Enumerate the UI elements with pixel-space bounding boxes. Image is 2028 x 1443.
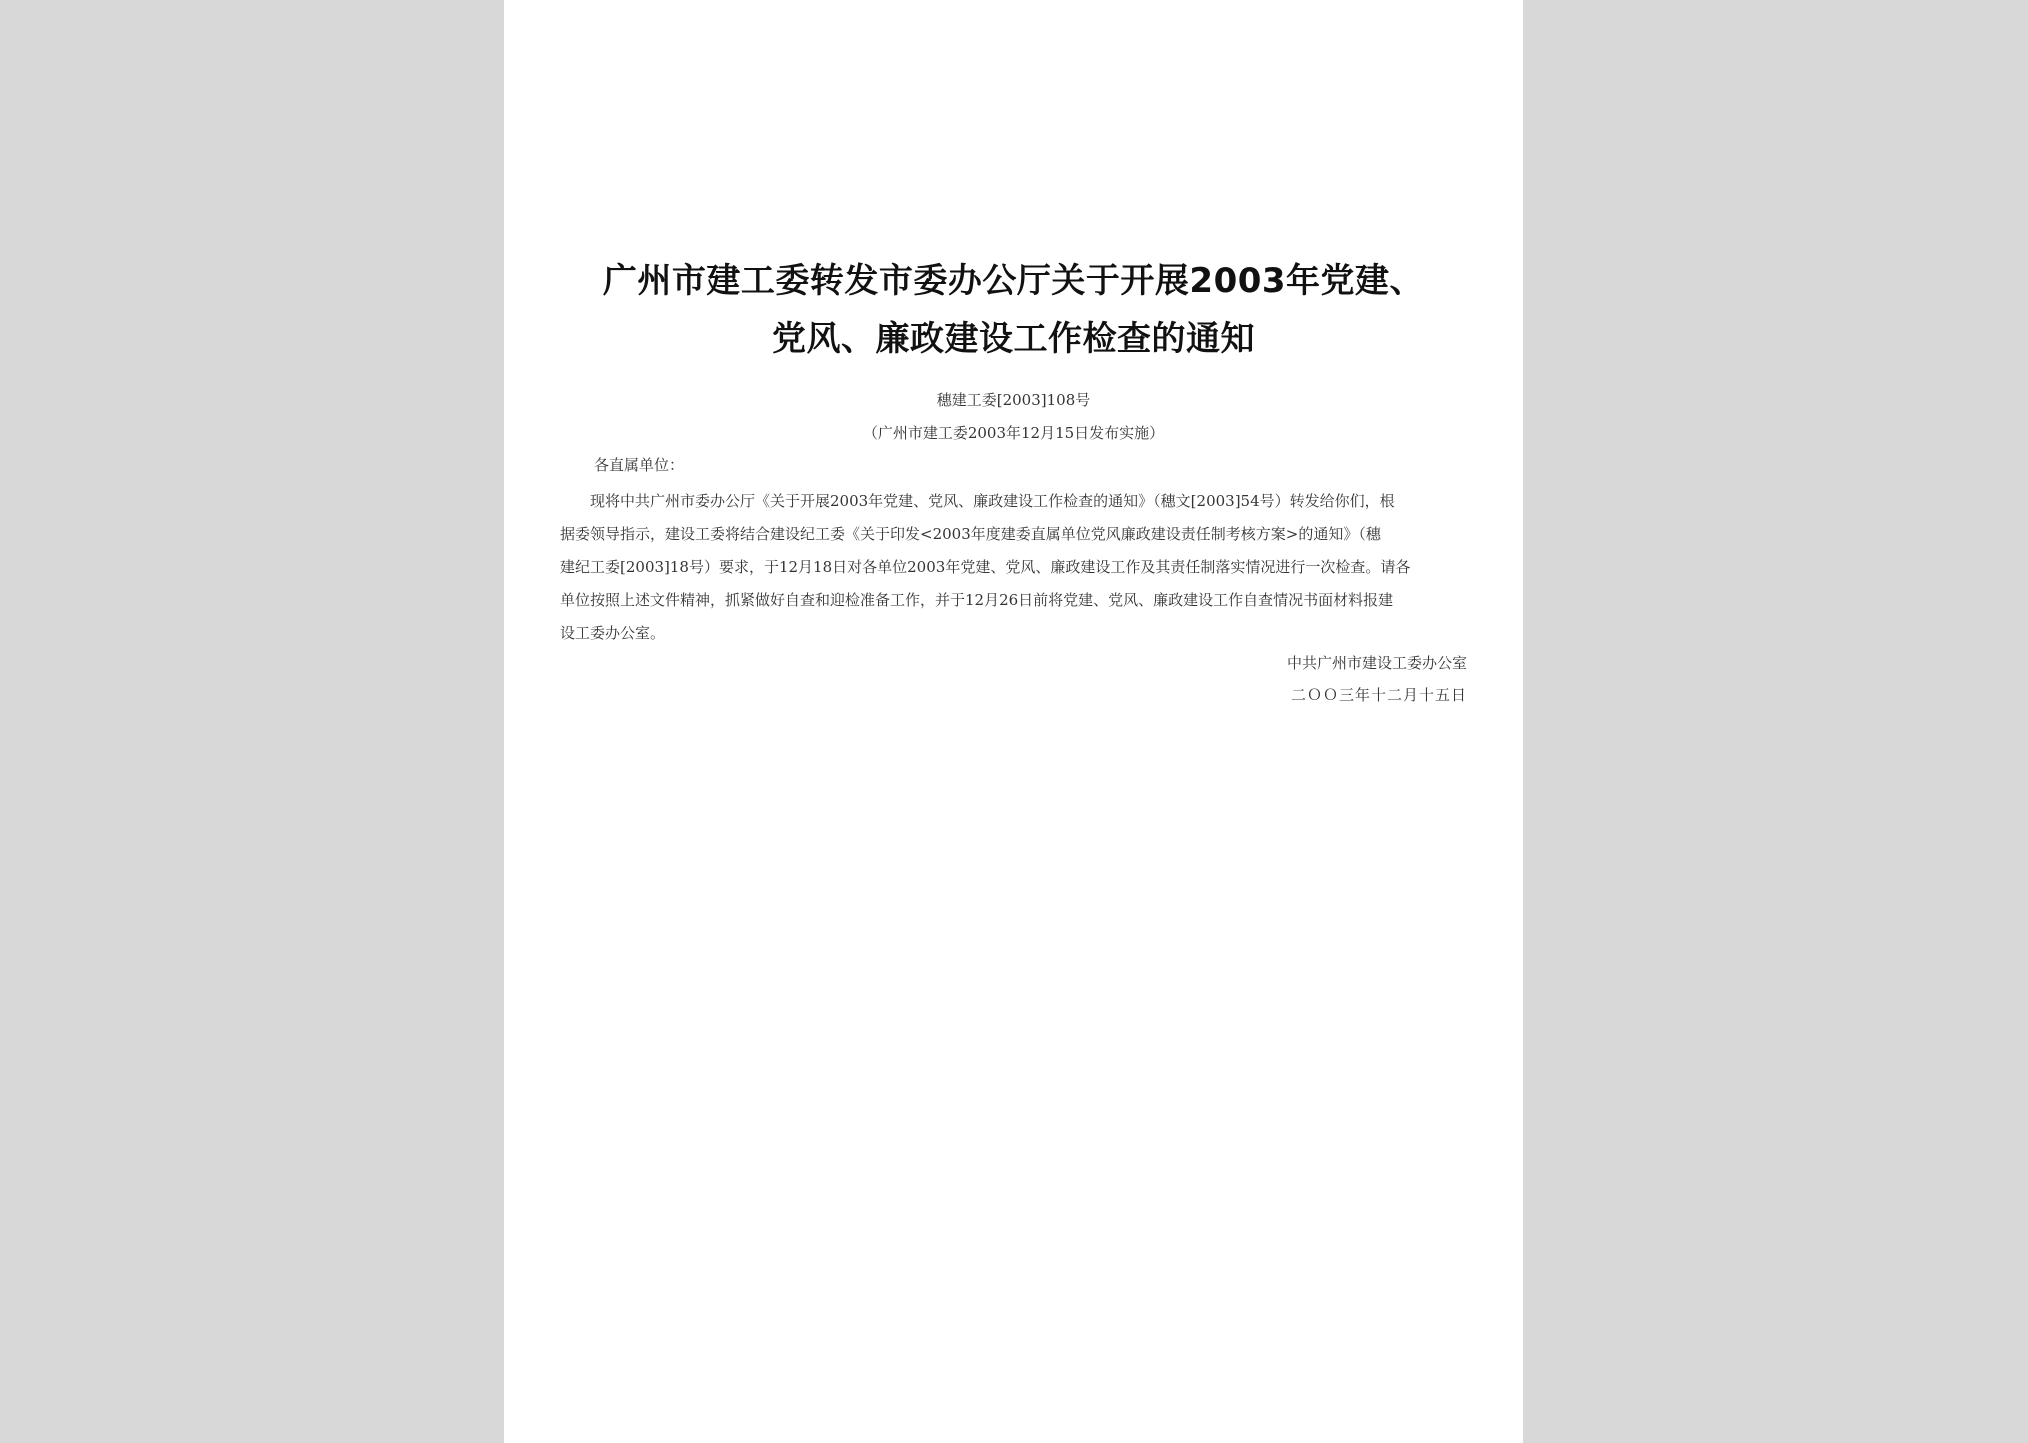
body-line-3: 建纪工委[2003]18号）要求，于12月18日对各单位2003年党建、党风、廉政建设工作及其责任制落实情况进行一次检查。请各 bbox=[560, 558, 1411, 576]
document-number: 穗建工委[2003]108号 bbox=[936, 391, 1091, 409]
signature-organization: 中共广州市建设工委办公室 bbox=[1286, 654, 1467, 672]
title-line-2: 党风、廉政建设工作检查的通知 bbox=[772, 319, 1255, 359]
body-line-5: 设工委办公室。 bbox=[560, 624, 666, 642]
title-line-1: 广州市建工委转发市委办公厅关于开展2003年党建、 bbox=[602, 261, 1425, 301]
issued-note: （广州市建工委2003年12月15日发布实施） bbox=[862, 424, 1165, 442]
signature-date: 二ＯＯ三年十二月十五日 bbox=[1290, 686, 1467, 704]
salutation: 各直属单位： bbox=[594, 456, 685, 474]
body-line-1: 现将中共广州市委办公厅《关于开展2003年党建、党风、廉政建设工作检查的通知》（穗文[2003]54号）转发给你们，根 bbox=[560, 492, 1395, 510]
document-title bbox=[504, 252, 1523, 368]
body-line-2: 据委领导指示，建设工委将结合建设纪工委《关于印发<2003年度建委直属单位党风廉政建设责任制考核方案>的通知》（穗 bbox=[560, 525, 1381, 543]
body-line-4: 单位按照上述文件精神，抓紧做好自查和迎检准备工作，并于12月26日前将党建、党风、廉政建设工作自查情况书面材料报建 bbox=[560, 591, 1394, 609]
document-page bbox=[504, 0, 1523, 1443]
body-paragraph bbox=[560, 485, 1472, 650]
